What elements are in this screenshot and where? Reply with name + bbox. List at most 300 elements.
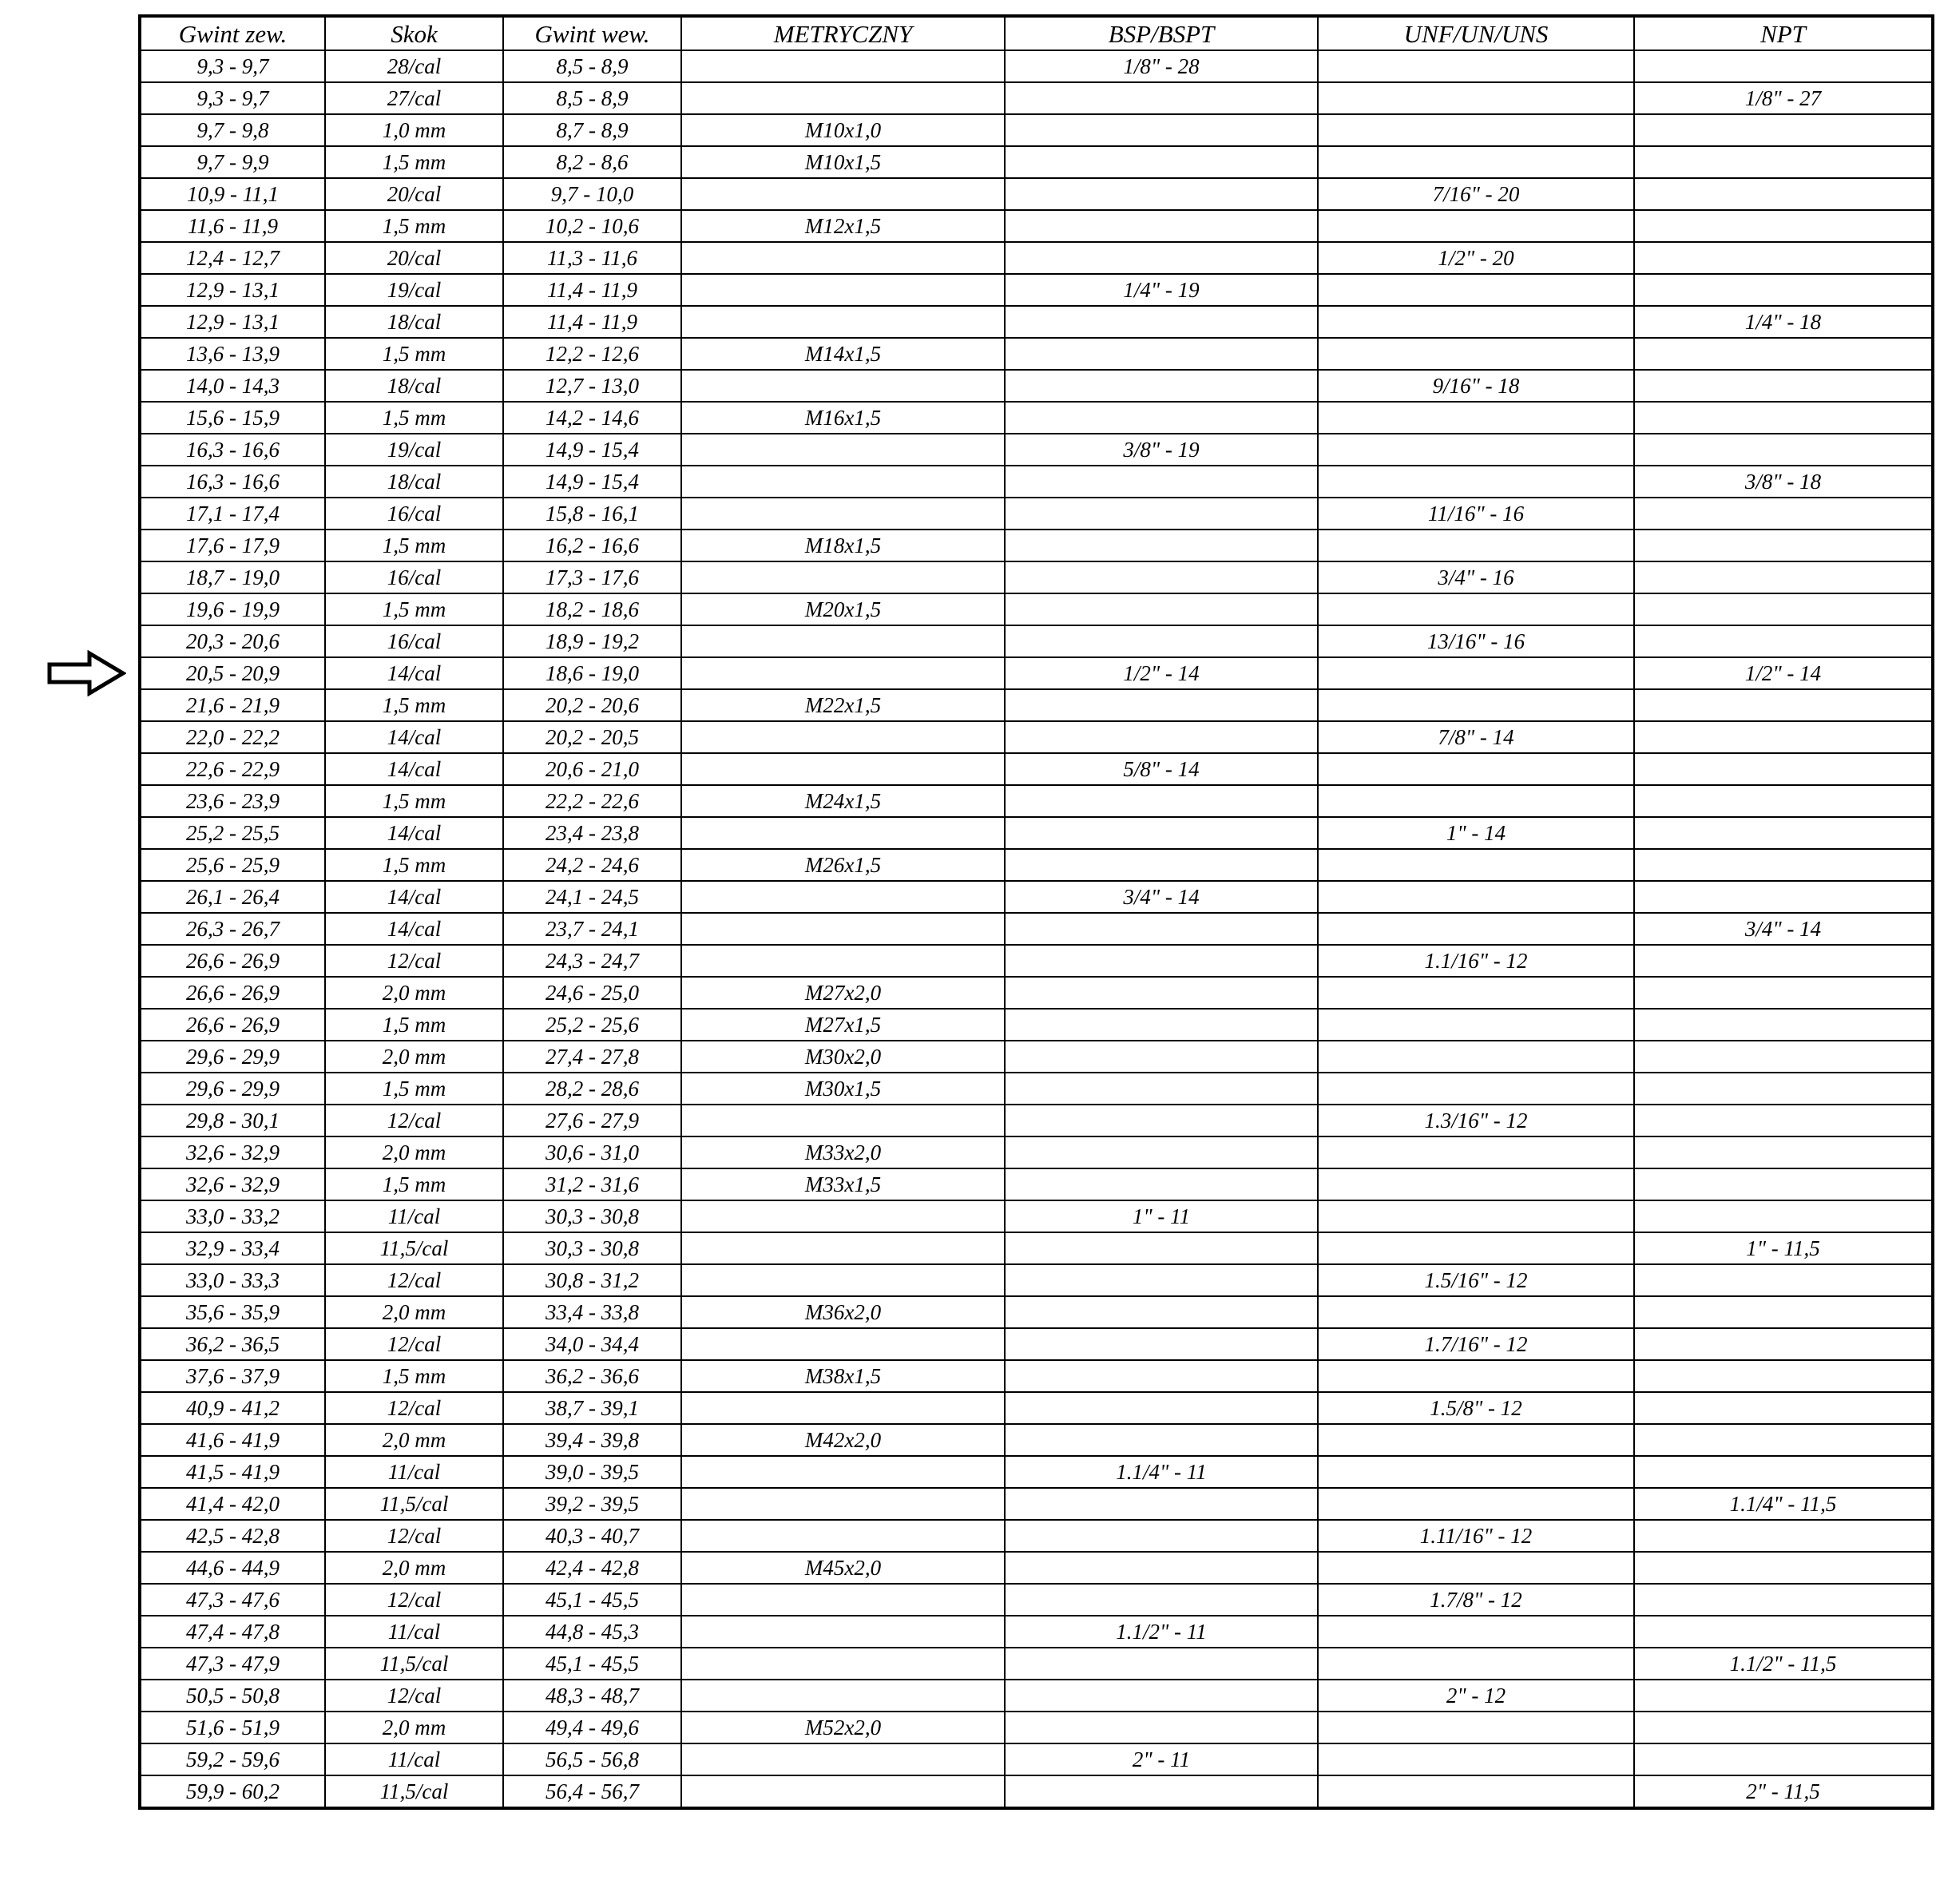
cell: 13,6 - 13,9 (140, 338, 325, 370)
cell: 12,9 - 13,1 (140, 306, 325, 338)
cell (1005, 1264, 1318, 1296)
cell: M10x1,0 (681, 114, 1005, 146)
cell: 11,3 - 11,6 (503, 242, 681, 274)
cell (1634, 1009, 1933, 1041)
table-row (140, 274, 1933, 306)
header-row (140, 16, 1933, 50)
cell: M10x1,5 (681, 146, 1005, 178)
cell: 1.1/4" - 11 (1005, 1456, 1318, 1488)
table-row (140, 402, 1933, 434)
table-row (140, 945, 1933, 977)
cell (681, 817, 1005, 849)
cell (1634, 274, 1933, 306)
cell: 47,3 - 47,6 (140, 1584, 325, 1616)
cell (1318, 1488, 1634, 1520)
table-row (140, 1456, 1933, 1488)
cell (1634, 625, 1933, 657)
cell: M33x1,5 (681, 1168, 1005, 1200)
cell: 20/cal (325, 242, 503, 274)
cell: 27,4 - 27,8 (503, 1041, 681, 1073)
cell: 11,5/cal (325, 1232, 503, 1264)
table-row (140, 1520, 1933, 1552)
cell: 50,5 - 50,8 (140, 1680, 325, 1712)
cell: 32,6 - 32,9 (140, 1136, 325, 1168)
cell: 1" - 11,5 (1634, 1232, 1933, 1264)
cell (1634, 1584, 1933, 1616)
cell: 18,6 - 19,0 (503, 657, 681, 689)
cell: 22,6 - 22,9 (140, 753, 325, 785)
table-row (140, 1136, 1933, 1168)
cell (681, 1392, 1005, 1424)
thread-conversion-table (138, 14, 1934, 1810)
table-row (140, 1041, 1933, 1073)
cell: 47,4 - 47,8 (140, 1616, 325, 1648)
cell (1005, 721, 1318, 753)
cell: 1,5 mm (325, 1168, 503, 1200)
cell: 9,7 - 9,9 (140, 146, 325, 178)
cell: 33,0 - 33,2 (140, 1200, 325, 1232)
table-row (140, 242, 1933, 274)
cell: 26,1 - 26,4 (140, 881, 325, 913)
cell: 1.11/16" - 12 (1318, 1520, 1634, 1552)
cell: 1.5/16" - 12 (1318, 1264, 1634, 1296)
cell (1005, 1009, 1318, 1041)
cell: 18,2 - 18,6 (503, 593, 681, 625)
cell (1634, 561, 1933, 593)
cell (1634, 370, 1933, 402)
table-row (140, 210, 1933, 242)
cell (1634, 1743, 1933, 1775)
cell: 2,0 mm (325, 1041, 503, 1073)
cell (1005, 1360, 1318, 1392)
cell: 25,2 - 25,6 (503, 1009, 681, 1041)
cell (681, 82, 1005, 114)
cell: 12/cal (325, 1680, 503, 1712)
table-row (140, 1105, 1933, 1136)
cell: 29,8 - 30,1 (140, 1105, 325, 1136)
cell: 15,8 - 16,1 (503, 498, 681, 530)
cell (1634, 50, 1933, 82)
cell (1005, 625, 1318, 657)
cell (1318, 1648, 1634, 1680)
cell (1005, 466, 1318, 498)
table-row (140, 466, 1933, 498)
cell: 11/cal (325, 1743, 503, 1775)
cell: 24,6 - 25,0 (503, 977, 681, 1009)
cell: 12/cal (325, 1392, 503, 1424)
cell: 1,5 mm (325, 146, 503, 178)
cell: 16,3 - 16,6 (140, 466, 325, 498)
table-row (140, 721, 1933, 753)
cell: 2,0 mm (325, 1136, 503, 1168)
cell: 12,2 - 12,6 (503, 338, 681, 370)
cell: 23,6 - 23,9 (140, 785, 325, 817)
cell: 11/cal (325, 1616, 503, 1648)
cell: 1/2" - 14 (1005, 657, 1318, 689)
cell (681, 306, 1005, 338)
cell: 19,6 - 19,9 (140, 593, 325, 625)
cell: 40,3 - 40,7 (503, 1520, 681, 1552)
table-row (140, 178, 1933, 210)
cell: 12/cal (325, 1520, 503, 1552)
cell: 12,9 - 13,1 (140, 274, 325, 306)
cell (1005, 402, 1318, 434)
table-row (140, 593, 1933, 625)
table-row (140, 498, 1933, 530)
cell: 1/4" - 18 (1634, 306, 1933, 338)
cell: M38x1,5 (681, 1360, 1005, 1392)
cell: 17,6 - 17,9 (140, 530, 325, 561)
cell: 12/cal (325, 1105, 503, 1136)
cell (1634, 1680, 1933, 1712)
table-row (140, 977, 1933, 1009)
cell: 41,5 - 41,9 (140, 1456, 325, 1488)
cell (1318, 306, 1634, 338)
cell (1005, 849, 1318, 881)
cell: 45,1 - 45,5 (503, 1584, 681, 1616)
cell (1634, 1456, 1933, 1488)
cell: 1.7/8" - 12 (1318, 1584, 1634, 1616)
cell: 17,3 - 17,6 (503, 561, 681, 593)
table-row (140, 434, 1933, 466)
cell (1318, 1552, 1634, 1584)
cell: 9,3 - 9,7 (140, 82, 325, 114)
cell: 56,4 - 56,7 (503, 1775, 681, 1808)
cell: 12/cal (325, 1264, 503, 1296)
cell (1634, 1616, 1933, 1648)
cell: 2,0 mm (325, 1552, 503, 1584)
cell: 33,0 - 33,3 (140, 1264, 325, 1296)
cell (1318, 1009, 1634, 1041)
cell: 1.1/2" - 11,5 (1634, 1648, 1933, 1680)
cell: 16/cal (325, 561, 503, 593)
cell (1005, 1552, 1318, 1584)
cell: 1.5/8" - 12 (1318, 1392, 1634, 1424)
cell (1634, 753, 1933, 785)
cell (681, 50, 1005, 82)
cell (681, 498, 1005, 530)
cell: 24,3 - 24,7 (503, 945, 681, 977)
table-row (140, 338, 1933, 370)
cell (681, 1743, 1005, 1775)
cell: 19/cal (325, 434, 503, 466)
cell: 24,1 - 24,5 (503, 881, 681, 913)
cell: 36,2 - 36,6 (503, 1360, 681, 1392)
cell: 1.1/4" - 11,5 (1634, 1488, 1933, 1520)
cell (1318, 977, 1634, 1009)
table-row (140, 1584, 1933, 1616)
cell (1005, 1424, 1318, 1456)
cell: 23,4 - 23,8 (503, 817, 681, 849)
cell: 37,6 - 37,9 (140, 1360, 325, 1392)
cell (1318, 114, 1634, 146)
cell (681, 434, 1005, 466)
table-row (140, 370, 1933, 402)
cell: 2" - 11,5 (1634, 1775, 1933, 1808)
cell (1634, 817, 1933, 849)
cell (1634, 1712, 1933, 1743)
cell (1318, 1136, 1634, 1168)
table-row (140, 1648, 1933, 1680)
cell (1634, 977, 1933, 1009)
cell: M27x1,5 (681, 1009, 1005, 1041)
cell (1318, 1296, 1634, 1328)
cell: 20,2 - 20,6 (503, 689, 681, 721)
cell (1318, 210, 1634, 242)
column-header: NPT (1634, 16, 1933, 50)
column-header: Skok (325, 16, 503, 50)
cell: 1.3/16" - 12 (1318, 1105, 1634, 1136)
cell (1318, 1360, 1634, 1392)
cell: 18/cal (325, 466, 503, 498)
cell: 14/cal (325, 657, 503, 689)
cell (1005, 114, 1318, 146)
cell: 12/cal (325, 1584, 503, 1616)
column-header: UNF/UN/UNS (1318, 16, 1634, 50)
cell: M16x1,5 (681, 402, 1005, 434)
cell: 1.1/16" - 12 (1318, 945, 1634, 977)
cell (681, 945, 1005, 977)
cell (1634, 1552, 1933, 1584)
cell (1634, 402, 1933, 434)
cell (1005, 370, 1318, 402)
cell: 3/4" - 16 (1318, 561, 1634, 593)
cell (1318, 1775, 1634, 1808)
cell: 1,5 mm (325, 338, 503, 370)
cell (1634, 242, 1933, 274)
cell: 1.7/16" - 12 (1318, 1328, 1634, 1360)
cell: 31,2 - 31,6 (503, 1168, 681, 1200)
cell (1634, 1136, 1933, 1168)
cell (1318, 785, 1634, 817)
cell: M18x1,5 (681, 530, 1005, 561)
cell (681, 913, 1005, 945)
cell: 28/cal (325, 50, 503, 82)
cell: 16/cal (325, 498, 503, 530)
cell: 24,2 - 24,6 (503, 849, 681, 881)
cell: 14/cal (325, 817, 503, 849)
cell: 26,6 - 26,9 (140, 945, 325, 977)
cell (1318, 1041, 1634, 1073)
cell: 2" - 11 (1005, 1743, 1318, 1775)
cell: 26,6 - 26,9 (140, 1009, 325, 1041)
cell (1318, 913, 1634, 945)
cell (1634, 1296, 1933, 1328)
cell: 51,6 - 51,9 (140, 1712, 325, 1743)
cell: M12x1,5 (681, 210, 1005, 242)
table-row (140, 881, 1933, 913)
column-header: BSP/BSPT (1005, 16, 1318, 50)
cell (1005, 1168, 1318, 1200)
cell: 36,2 - 36,5 (140, 1328, 325, 1360)
cell (1634, 689, 1933, 721)
cell: 18,7 - 19,0 (140, 561, 325, 593)
table-row (140, 306, 1933, 338)
table-row (140, 1296, 1933, 1328)
cell: 7/8" - 14 (1318, 721, 1634, 753)
cell: M33x2,0 (681, 1136, 1005, 1168)
cell (1318, 82, 1634, 114)
cell (1318, 1456, 1634, 1488)
cell: 16,2 - 16,6 (503, 530, 681, 561)
cell: 27/cal (325, 82, 503, 114)
cell: M30x2,0 (681, 1041, 1005, 1073)
cell: 30,3 - 30,8 (503, 1200, 681, 1232)
cell: 11,5/cal (325, 1775, 503, 1808)
cell: 3/4" - 14 (1634, 913, 1933, 945)
cell (681, 466, 1005, 498)
cell: 32,9 - 33,4 (140, 1232, 325, 1264)
cell (1318, 146, 1634, 178)
cell: 3/8" - 18 (1634, 466, 1933, 498)
cell (681, 1616, 1005, 1648)
cell: 39,0 - 39,5 (503, 1456, 681, 1488)
table-body (140, 50, 1933, 1808)
table-row (140, 785, 1933, 817)
cell (681, 753, 1005, 785)
cell (1634, 881, 1933, 913)
cell (1318, 274, 1634, 306)
cell: 33,4 - 33,8 (503, 1296, 681, 1328)
table-row (140, 1392, 1933, 1424)
cell (1318, 466, 1634, 498)
cell (1005, 242, 1318, 274)
cell (1634, 945, 1933, 977)
cell: 45,1 - 45,5 (503, 1648, 681, 1680)
cell: 14/cal (325, 881, 503, 913)
cell (1634, 1041, 1933, 1073)
cell (1634, 785, 1933, 817)
table-row (140, 561, 1933, 593)
cell: 1/2" - 14 (1634, 657, 1933, 689)
cell (1634, 434, 1933, 466)
cell (1634, 1360, 1933, 1392)
cell: 23,7 - 24,1 (503, 913, 681, 945)
cell: 20,2 - 20,5 (503, 721, 681, 753)
table-row (140, 1360, 1933, 1392)
cell: 44,6 - 44,9 (140, 1552, 325, 1584)
cell: 2,0 mm (325, 1296, 503, 1328)
cell (1634, 1328, 1933, 1360)
cell: 1,5 mm (325, 593, 503, 625)
cell (1318, 1616, 1634, 1648)
cell: 14,0 - 14,3 (140, 370, 325, 402)
cell: 1,5 mm (325, 1009, 503, 1041)
cell: 10,9 - 11,1 (140, 178, 325, 210)
cell (1634, 593, 1933, 625)
cell (1005, 338, 1318, 370)
cell (1005, 1392, 1318, 1424)
cell: 3/8" - 19 (1005, 434, 1318, 466)
column-header: Gwint wew. (503, 16, 681, 50)
cell: 15,6 - 15,9 (140, 402, 325, 434)
cell: 34,0 - 34,4 (503, 1328, 681, 1360)
cell: 11,6 - 11,9 (140, 210, 325, 242)
cell: 59,2 - 59,6 (140, 1743, 325, 1775)
cell (681, 1775, 1005, 1808)
cell (1005, 593, 1318, 625)
cell: 44,8 - 45,3 (503, 1616, 681, 1648)
cell: 1,5 mm (325, 402, 503, 434)
cell: 11,4 - 11,9 (503, 274, 681, 306)
cell (1005, 1584, 1318, 1616)
cell (1318, 881, 1634, 913)
cell (1005, 945, 1318, 977)
cell: 19/cal (325, 274, 503, 306)
cell: 14,9 - 15,4 (503, 466, 681, 498)
cell: 1,5 mm (325, 849, 503, 881)
cell (681, 1648, 1005, 1680)
cell: 13/16" - 16 (1318, 625, 1634, 657)
cell (1005, 1328, 1318, 1360)
cell: 12/cal (325, 1328, 503, 1360)
cell: 17,1 - 17,4 (140, 498, 325, 530)
cell: 1,5 mm (325, 785, 503, 817)
cell: 20,6 - 21,0 (503, 753, 681, 785)
cell: 8,7 - 8,9 (503, 114, 681, 146)
table-row (140, 1552, 1933, 1584)
cell (1318, 1424, 1634, 1456)
cell (1634, 1264, 1933, 1296)
cell (1005, 498, 1318, 530)
cell: 8,5 - 8,9 (503, 82, 681, 114)
cell: 11,4 - 11,9 (503, 306, 681, 338)
cell: 12,7 - 13,0 (503, 370, 681, 402)
cell: M36x2,0 (681, 1296, 1005, 1328)
cell (681, 561, 1005, 593)
cell (1318, 593, 1634, 625)
table-row (140, 753, 1933, 785)
cell (1005, 1296, 1318, 1328)
cell: 30,8 - 31,2 (503, 1264, 681, 1296)
cell: 11/16" - 16 (1318, 498, 1634, 530)
table-header (140, 16, 1933, 50)
table-row (140, 1775, 1933, 1808)
cell: 9,7 - 10,0 (503, 178, 681, 210)
table-row (140, 1168, 1933, 1200)
cell (1005, 1232, 1318, 1264)
table-row (140, 1232, 1933, 1264)
cell: M22x1,5 (681, 689, 1005, 721)
cell: 9,7 - 9,8 (140, 114, 325, 146)
cell (1005, 178, 1318, 210)
cell (1634, 1073, 1933, 1105)
cell: M30x1,5 (681, 1073, 1005, 1105)
cell: 22,2 - 22,6 (503, 785, 681, 817)
cell: 11,5/cal (325, 1488, 503, 1520)
cell: 1,5 mm (325, 689, 503, 721)
cell (1005, 1105, 1318, 1136)
cell (1005, 530, 1318, 561)
cell: 14/cal (325, 913, 503, 945)
cell: 3/4" - 14 (1005, 881, 1318, 913)
cell: 14,2 - 14,6 (503, 402, 681, 434)
table-row (140, 1680, 1933, 1712)
cell: 2,0 mm (325, 1712, 503, 1743)
cell: M14x1,5 (681, 338, 1005, 370)
cell (1318, 434, 1634, 466)
cell (1005, 1680, 1318, 1712)
pointer-arrow-icon (46, 650, 126, 696)
cell: 41,6 - 41,9 (140, 1424, 325, 1456)
cell (1634, 721, 1933, 753)
cell: 1/8" - 27 (1634, 82, 1933, 114)
cell: 27,6 - 27,9 (503, 1105, 681, 1136)
cell: M20x1,5 (681, 593, 1005, 625)
cell (681, 1520, 1005, 1552)
cell: 1.1/2" - 11 (1005, 1616, 1318, 1648)
cell: 26,3 - 26,7 (140, 913, 325, 945)
